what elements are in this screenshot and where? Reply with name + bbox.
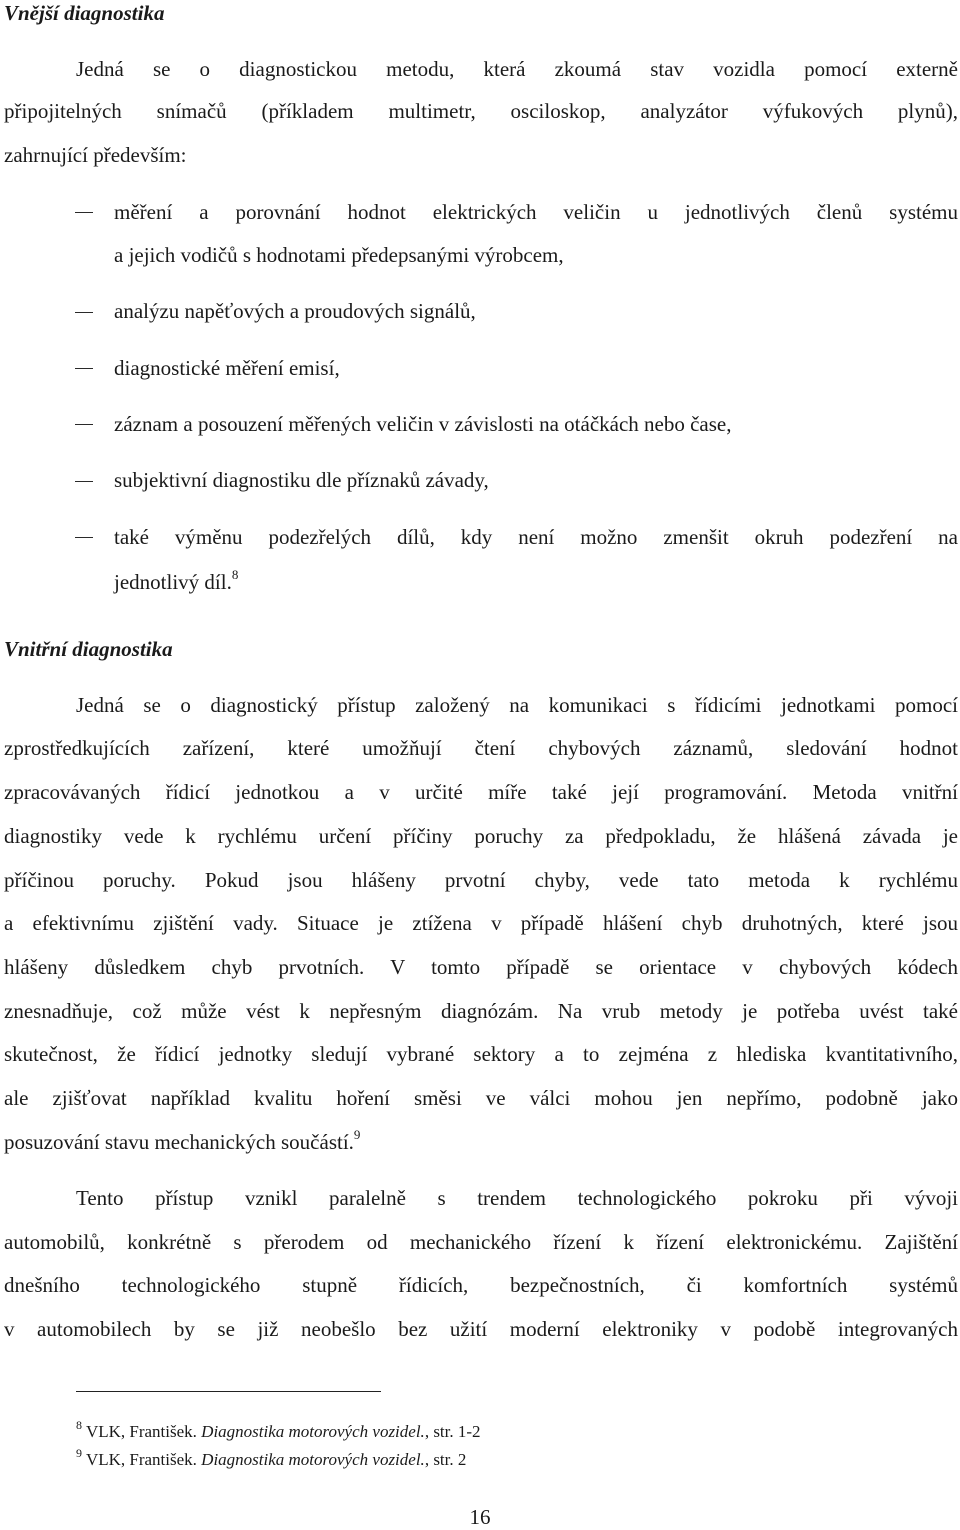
footnote-9 — [76, 1446, 467, 1471]
footnote-title: Diagnostika motorových vozidel. — [201, 1422, 425, 1441]
list-item: a jejich vodičů s hodnotami předepsanými výrobcem, — [114, 243, 564, 267]
footnote-ref-9: 9 — [353, 1127, 361, 1142]
footnote-8 — [76, 1418, 481, 1443]
footnote-title: Diagnostika motorových vozidel. — [201, 1450, 425, 1469]
section-heading-vnejsi: Vnější diagnostika — [4, 1, 165, 25]
list-item: záznam a posouzení měřených veličin v závislosti na otáčkách nebo čase, — [114, 412, 732, 436]
paragraph-text: posuzování stavu mechanických součástí. — [4, 1130, 354, 1154]
dash-bullet-icon — [75, 537, 93, 538]
paragraph-line: skutečnost, že řídicí jednotky sledují vybrané sektory a to zejména z hlediska kvantitativního, — [4, 1042, 958, 1066]
paragraph-line: zpracovávaných řídicí jednotkou a v určité míře také její programování. Metoda vnitřní — [4, 780, 958, 804]
paragraph-line: hlášeny důsledkem chyb prvotních. V tomto případě se orientace v chybových kódech — [4, 955, 958, 979]
page-number: 16 — [469, 1505, 491, 1529]
footnote-pages: , str. 2 — [424, 1450, 467, 1469]
footnote-number: 8 — [76, 1418, 82, 1432]
footnote-author: VLK, František. — [85, 1450, 197, 1469]
dash-bullet-icon — [75, 481, 93, 482]
paragraph-line: v automobilech by se již neobešlo bez užití moderní elektroniky v podobě integrovaných — [4, 1317, 958, 1341]
list-item: také výměnu podezřelých dílů, kdy není možno zmenšit okruh podezření na — [114, 525, 958, 549]
dash-bullet-icon — [75, 212, 93, 213]
list-item-last-line — [114, 569, 238, 598]
footnote-author: VLK, František. — [85, 1422, 197, 1441]
paragraph-line: příčinou poruchy. Pokud jsou hlášeny prvotní chyby, vede tato metoda k rychlému — [4, 868, 958, 892]
paragraph-line: zahrnující především: — [4, 143, 187, 167]
paragraph-line: automobilů, konkrétně s přerodem od mechanického řízení k řízení elektronickému. Zajištění — [4, 1230, 958, 1254]
paragraph-line: připojitelných snímačů (příkladem multimetr, osciloskop, analyzátor výfukových plynů), — [4, 99, 958, 123]
dash-bullet-icon — [75, 368, 93, 369]
paragraph-line: Jedná se o diagnostický přístup založený na komunikaci s řídicími jednotkami pomocí — [76, 693, 958, 717]
paragraph-line: ale zjišťovat například kvalitu hoření směsi ve válci mohou jen nepřímo, podobně jako — [4, 1086, 958, 1110]
list-item: měření a porovnání hodnot elektrických veličin u jednotlivých členů systému — [114, 200, 958, 224]
dash-bullet-icon — [75, 424, 93, 425]
footnote-ref-8: 8 — [231, 567, 239, 582]
paragraph-line: Tento přístup vznikl paralelně s trendem technologického pokroku při vývoji — [76, 1186, 958, 1210]
paragraph-line: dnešního technologického stupně řídicích, bezpečnostních, či komfortních systémů — [4, 1273, 958, 1297]
paragraph-line: znesnadňuje, což může vést k nepřesným diagnózám. Na vrub metody je potřeba uvést také — [4, 999, 958, 1023]
section-heading-vnitrni: Vnitřní diagnostika — [4, 637, 173, 661]
list-item: analýzu napěťových a proudových signálů, — [114, 299, 476, 323]
dash-bullet-icon — [75, 312, 93, 313]
paragraph-line: zprostředkujících zařízení, které umožňují čtení chybových záznamů, sledování hodnot — [4, 736, 958, 760]
footnote-pages: , str. 1-2 — [424, 1422, 481, 1441]
paragraph-line: a efektivnímu zjištění vady. Situace je ztížena v případě hlášení chyb druhotných, které jsou — [4, 911, 958, 935]
paragraph-line: diagnostiky vede k rychlému určení příčiny poruchy za předpokladu, že hlášená závada je — [4, 824, 958, 848]
list-item-text: jednotlivý díl. — [114, 570, 232, 594]
paragraph-line: Jedná se o diagnostickou metodu, která zkoumá stav vozidla pomocí externě — [76, 57, 958, 81]
list-item: diagnostické měření emisí, — [114, 356, 340, 380]
paragraph-last-line — [4, 1129, 360, 1158]
footnote-number: 9 — [76, 1446, 82, 1460]
footnote-separator — [76, 1391, 381, 1392]
list-item: subjektivní diagnostiku dle příznaků závady, — [114, 468, 489, 492]
